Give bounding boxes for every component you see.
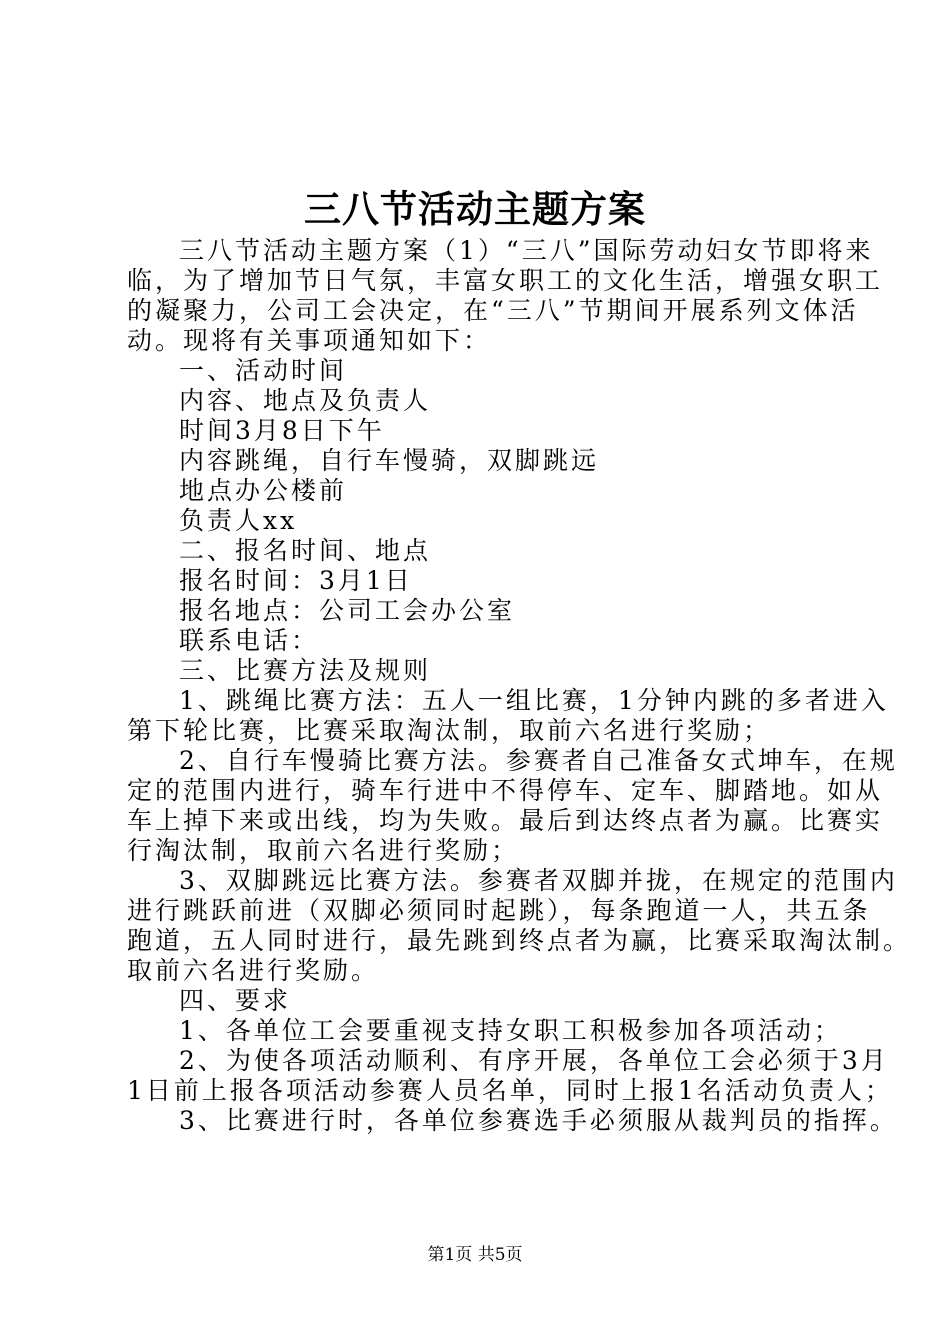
section-heading: 二、报名时间、地点: [179, 536, 432, 565]
paragraph-line: 2、为使各项活动顺利、有序开展，各单位工会必须于3月: [179, 1046, 889, 1075]
paragraph-line: 定的范围内进行，骑车行进中不得停车、定车、脚踏地。如从: [127, 776, 884, 805]
paragraph-line: 3、双脚跳远比赛方法。参赛者双脚并拢，在规定的范围内: [179, 866, 898, 895]
paragraph-line: 临，为了增加节日气氛，丰富女职工的文化生活，增强女职工: [127, 266, 884, 295]
paragraph-line: 1、各单位工会要重视支持女职工积极参加各项活动；: [179, 1016, 842, 1045]
paragraph-line: 报名地点：公司工会办公室: [179, 596, 516, 625]
section-heading: 四、要求: [179, 986, 292, 1015]
document-body: [127, 236, 912, 1136]
paragraph-line: 1日前上报各项活动参赛人员名单，同时上报1名活动负责人；: [127, 1076, 893, 1105]
paragraph-line: 取前六名进行奖励。: [127, 956, 380, 985]
section-heading: 一、活动时间: [179, 356, 348, 385]
paragraph-line: 内容跳绳，自行车慢骑，双脚跳远: [179, 446, 600, 475]
paragraph-line: 三八节活动主题方案（1）“三八”国际劳动妇女节即将来: [179, 236, 874, 265]
paragraph-line: 动。现将有关事项通知如下：: [127, 326, 492, 355]
paragraph-line: 车上掉下来或出线，均为失败。最后到达终点者为赢。比赛实: [127, 806, 884, 835]
paragraph-line: 时间3月8日下午: [179, 416, 385, 445]
paragraph-line: 1、跳绳比赛方法：五人一组比赛，1分钟内跳的多者进入: [179, 686, 889, 715]
paragraph-line: 地点办公楼前: [179, 476, 348, 505]
paragraph-line: 的凝聚力，公司工会决定，在“三八”节期间开展系列文体活: [127, 296, 859, 325]
paragraph-line: 进行跳跃前进（双脚必须同时起跳），每条跑道一人，共五条: [127, 896, 871, 925]
paragraph-line: 跑道，五人同时进行，最先跳到终点者为赢，比赛采取淘汰制。: [127, 926, 912, 955]
paragraph-line: 行淘汰制，取前六名进行奖励；: [127, 836, 520, 865]
paragraph-line: 联系电话：: [179, 626, 320, 655]
paragraph-line: 负责人xx: [179, 506, 298, 535]
paragraph-line: 2、自行车慢骑比赛方法。参赛者自己准备女式坤车，在规: [179, 746, 898, 775]
paragraph-line: 3、比赛进行时，各单位参赛选手必须服从裁判员的指挥。: [179, 1106, 898, 1135]
paragraph-line: 第下轮比赛，比赛采取淘汰制，取前六名进行奖励；: [127, 716, 772, 745]
paragraph-line: 报名时间：3月1日: [179, 566, 413, 595]
section-heading: 三、比赛方法及规则: [179, 656, 432, 685]
page-footer: 第1页 共5页: [427, 1245, 523, 1265]
paragraph-line: 内容、地点及负责人: [179, 386, 432, 415]
page-title: 三八节活动主题方案: [304, 187, 646, 231]
